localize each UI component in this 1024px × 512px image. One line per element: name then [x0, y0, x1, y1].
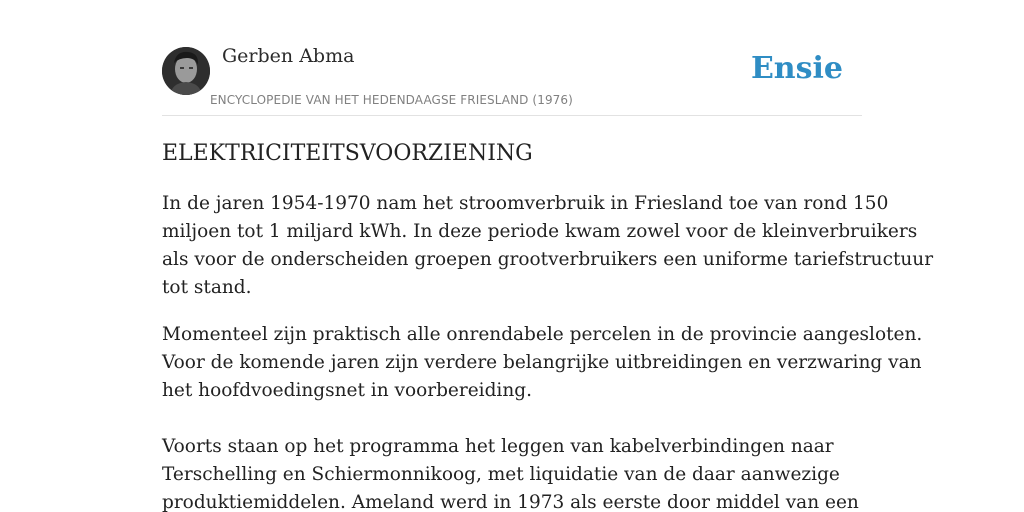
paragraph-line: miljoen tot 1 miljard kWh. In deze periode kwam zowel voor de kleinverbruikers — [162, 221, 918, 242]
article-title: ELEKTRICITEITSVOORZIENING — [162, 141, 533, 166]
article-paragraph — [162, 190, 934, 302]
paragraph-line: het hoofdvoedingsnet in voorbereiding. — [162, 380, 532, 401]
paragraph-line: Voorts staan op het programma het leggen van kabelverbindingen naar — [162, 436, 834, 457]
paragraph-line: Voor de komende jaren zijn verdere belangrijke uitbreidingen en verzwaring van — [162, 352, 922, 373]
article-paragraph — [162, 321, 923, 405]
paragraph-line: als voor de onderscheiden groepen grootverbruikers een uniforme tariefstructuur — [162, 249, 934, 270]
article-body — [162, 138, 934, 512]
author-avatar[interactable] — [162, 47, 210, 95]
author-name[interactable]: Gerben Abma — [222, 45, 355, 67]
article-header — [162, 0, 862, 116]
paragraph-line: Momenteel zijn praktisch alle onrendabele percelen in de provincie aangesloten. — [162, 324, 923, 345]
source-publication[interactable]: ENCYCLOPEDIE VAN HET HEDENDAAGSE FRIESLAND (1976) — [210, 93, 573, 107]
paragraph-line: produktiemiddelen. Ameland werd in 1973 als eerste door middel van een — [162, 492, 859, 512]
article-paragraph — [162, 433, 862, 512]
paragraph-line: In de jaren 1954-1970 nam het stroomverbruik in Friesland toe van rond 150 — [162, 193, 889, 214]
paragraph-line: tot stand. — [162, 277, 252, 298]
paragraph-line: Terschelling en Schiermonnikoog, met liquidatie van de daar aanwezige — [162, 464, 840, 485]
ensie-logo[interactable]: Ensie — [750, 51, 843, 86]
author-portrait-image — [162, 47, 210, 95]
